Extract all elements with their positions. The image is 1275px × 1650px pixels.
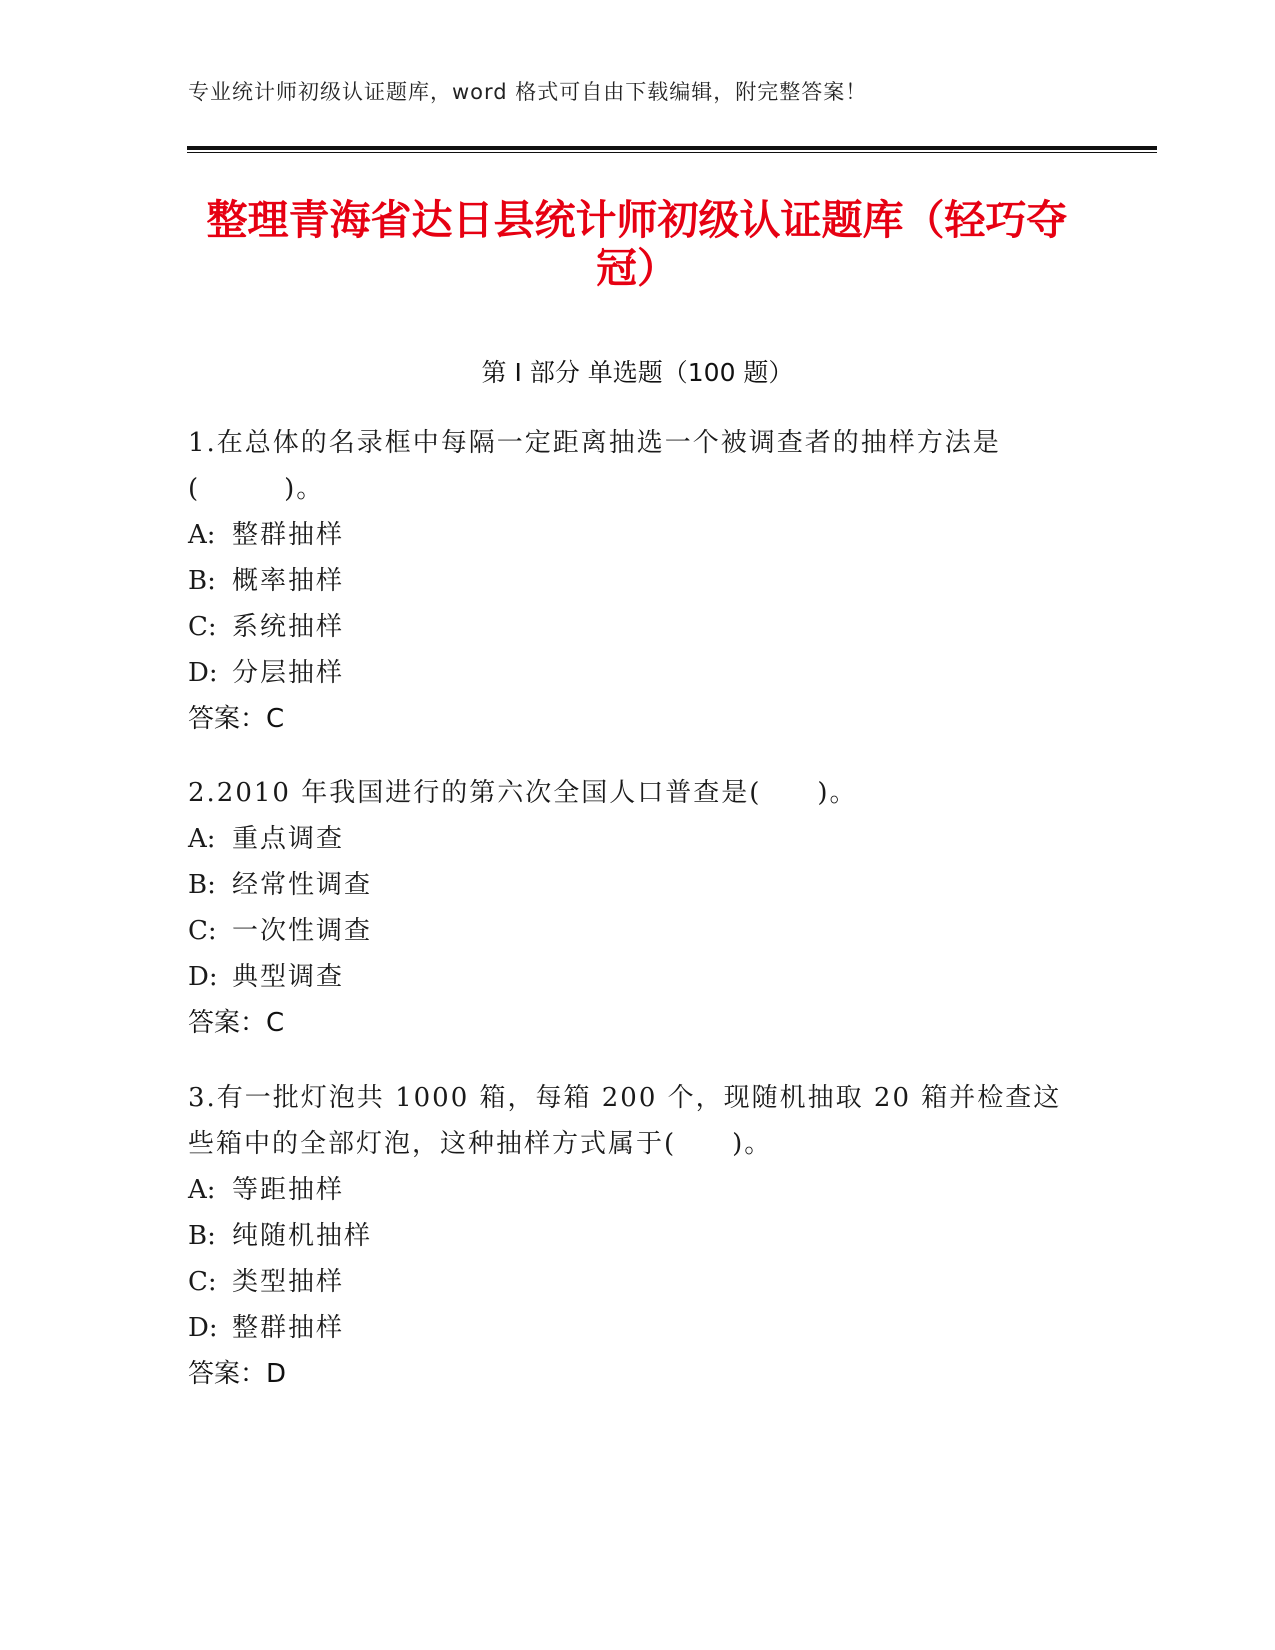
document-title: 整理青海省达日县统计师初级认证题库（轻巧夺冠） [206, 196, 1068, 292]
answer-label: 答案： [188, 704, 267, 734]
option-letter: B: [188, 1221, 216, 1251]
header-divider-thick [187, 146, 1157, 150]
option-letter: B: [188, 870, 216, 900]
option-a [188, 816, 1068, 862]
option-text: 整群抽样 [232, 520, 345, 550]
header-note: 专业统计师初级认证题库，word 格式可自由下载编辑，附完整答案！ [188, 80, 868, 104]
answer-value: D [266, 1359, 287, 1389]
answer-line [188, 1000, 1068, 1046]
question-3 [188, 1075, 1068, 1397]
option-b [188, 1213, 1068, 1259]
option-text: 类型抽样 [232, 1267, 345, 1297]
section-title: 第 I 部分 单选题（100 题） [481, 358, 794, 387]
option-text: 重点调查 [232, 824, 345, 854]
question-2 [188, 770, 1068, 1046]
option-text: 系统抽样 [232, 612, 345, 642]
question-1 [188, 420, 1068, 742]
question-stem: 3.有一批灯泡共 1000 箱，每箱 200 个，现随机抽取 20 箱并检查这些箱中的全部灯泡，这种抽样方式属于( )。 [188, 1083, 1062, 1159]
option-text: 概率抽样 [232, 566, 345, 596]
option-letter: C: [188, 916, 217, 946]
option-text: 一次性调查 [232, 916, 373, 946]
option-d [188, 650, 1068, 696]
answer-label: 答案： [188, 1008, 267, 1038]
option-c [188, 1259, 1068, 1305]
option-letter: A: [188, 1175, 216, 1205]
option-c [188, 604, 1068, 650]
question-stem: 2.2010 年我国进行的第六次全国人口普查是( )。 [188, 778, 858, 808]
answer-value: C [266, 704, 285, 734]
option-text: 分层抽样 [232, 658, 345, 688]
option-letter: D: [188, 1313, 218, 1343]
option-text: 典型调查 [232, 962, 345, 992]
option-c [188, 908, 1068, 954]
option-letter: A: [188, 520, 216, 550]
header-divider-thin [187, 152, 1157, 153]
answer-value: C [266, 1008, 285, 1038]
answer-line [188, 1351, 1068, 1397]
option-letter: D: [188, 658, 218, 688]
option-b [188, 558, 1068, 604]
option-text: 纯随机抽样 [232, 1221, 373, 1251]
option-d [188, 954, 1068, 1000]
option-text: 整群抽样 [232, 1313, 345, 1343]
option-letter: C: [188, 1267, 217, 1297]
option-a [188, 512, 1068, 558]
option-text: 经常性调查 [232, 870, 373, 900]
option-letter: B: [188, 566, 216, 596]
option-letter: D: [188, 962, 218, 992]
answer-label: 答案： [188, 1359, 267, 1389]
option-a [188, 1167, 1068, 1213]
option-d [188, 1305, 1068, 1351]
question-stem: 1.在总体的名录框中每隔一定距离抽选一个被调查者的抽样方法是( )。 [188, 428, 1001, 504]
option-text: 等距抽样 [232, 1175, 345, 1205]
option-letter: C: [188, 612, 217, 642]
option-letter: A: [188, 824, 216, 854]
option-b [188, 862, 1068, 908]
answer-line [188, 696, 1068, 742]
